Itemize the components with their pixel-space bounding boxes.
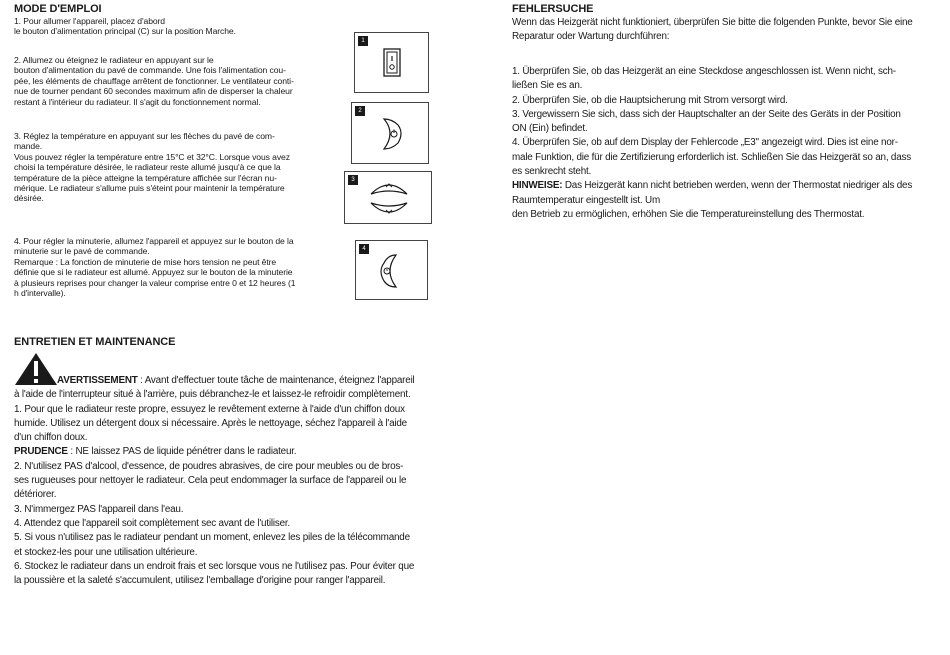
figure-1-power-switch: 1 [354,32,429,93]
figure-3-arrow-buttons: 3 [344,171,432,224]
up-down-arrows-icon [345,172,433,225]
warning-line: AVERTISSEMENT : Avant d'effectuer toute tâche de maintenance, éteignez l'appareil [57,375,415,386]
troubleshooting-intro: Wenn das Heizgerät nicht funktioniert, überprüfen Sie bitte die folgenden Punkte, bevor Sie eine Reparatur oder Wartung durchführen: [512,17,913,43]
maintenance-text: AVERTISSEMENT : Avant d'effectuer toute tâche de maintenance, éteignez l'appareil à l'aide de l'interrupteur situé à l'arrière, puis débranchez-le et laissez-le refroidir complètement. 1. Pour que le radiateur reste propre, essuyez le revêtement externe à l'aide d'un chiffon doux humide. Utilisez un détergent doux si nécessaire. Après le nettoyage, séchez l'appareil à l'aide d'un chiffon doux. PRUDENCE : NE laissez PAS de liquide pénétrer dans le radiateur. 2. N'utilisez PAS d'alcool, d'essence, de poudres abrasives, de cire pour meubles ou de bros- ses rugueuses pour nettoyer le radiateur. Cela peut endommager la surface de l'appareil ou le détériorer. 3. N'immergez PAS l'appareil dans l'eau. 4. Attendez que l'appareil soit complètement sec avant de l'utiliser. 5. Si vous n'utilisez pas le radiateur pendant un moment, enlevez les piles de la télécommande et stockez-les pour une utilisation ultérieure. 6. Stockez le radiateur dans un endroit frais et sec lorsque vous ne l'utilisez pas. Pour éviter que la poussière et la saleté s'accumulent, utilisez l'emballage d'origine pour ranger l'appareil. [14,374,444,588]
figure-4-timer-button: 4 [355,240,428,300]
rocker-switch-icon [355,33,430,94]
warning-label: AVERTISSEMENT [57,375,138,386]
prudence-label: PRUDENCE [14,446,68,458]
step-1: 1. Pour allumer l'appareil, placez d'abord le bouton d'alimentation principal (C) sur la position Marche. [14,16,236,37]
prudence-line: PRUDENCE : NE laissez PAS de liquide pénétrer dans le radiateur. [14,446,297,458]
power-button-icon [352,103,430,165]
maintenance-heading: ENTRETIEN ET MAINTENANCE [14,336,176,348]
timer-button-icon [356,241,429,301]
fehlersuche-heading: FEHLERSUCHE [512,3,594,15]
figure-2-power-button: 2 [351,102,429,164]
hinweis-line: HINWEISE: Das Heizgerät kann nicht betrieben werden, wenn der Thermostat niedriger als des [512,180,913,192]
step-4: 4. Pour régler la minuterie, allumez l'appareil et appuyez sur le bouton de la minuterie sur le pavé de commande. Remarque : La fonction de minuterie de mise hors tension ne peut être définie que si le radiateur est allumé. Appuyez sur le bouton de la minuterie à plusieurs reprises pour changer la valeur comprise entre 0 et 12 heures (1 h d'intervalle). [14,236,296,299]
hinweis-label: HINWEISE: [512,180,563,192]
mode-heading: MODE D'EMPLOI [14,3,102,15]
step-3: 3. Réglez la température en appuyant sur les flèches du pavé de com- mande. Vous pouvez régler la température entre 15°C et 32°C. Lorsque vous avez choisi la température désirée, le radiateur reste allumé jusqu'à ce que la température de la pièce atteigne la température affichée sur l'écran nu- mérique. Le radiateur s'allume puis s'éteint pour maintenir la température désirée. [14,131,290,204]
step-2: 2. Allumez ou éteignez le radiateur en appuyant sur le bouton d'alimentation du pavé de commande. Une fois l'alimentation cou- pée, les éléments de chauffage arrêtent de fonctionner. Le ventilateur conti- nue de tourner pendant 60 secondes maximum afin de disperser la chaleur restant à l'intérieur du radiateur. Il s'agit du fonctionnement normal. [14,55,294,107]
troubleshooting-list: 1. Überprüfen Sie, ob das Heizgerät an eine Steckdose angeschlossen ist. Wenn nicht, sch- ließen Sie es an. 2. Überprüfen Sie, ob die Hauptsicherung mit Strom versorgt wird. 3. Vergewissern Sie sich, dass sich der Hauptschalter an der Seite des Geräts in der Position ON (Ein) befindet. 4. Überprüfen Sie, ob auf dem Display der Fehlercode „E3" angezeigt wird. Dies ist eine nor- male Funktion, die für die Zertifizierung erforderlich ist. Schließen Sie das Heizgerät so an, dass es senkrecht steht. HINWEISE: Das Heizgerät kann nicht betrieben werden, wenn der Thermostat niedriger als des Raumtemperatur eingestellt ist. Um den Betrieb zu ermöglichen, erhöhen Sie die Temperatureinstellung des Thermostat. [512,65,942,222]
